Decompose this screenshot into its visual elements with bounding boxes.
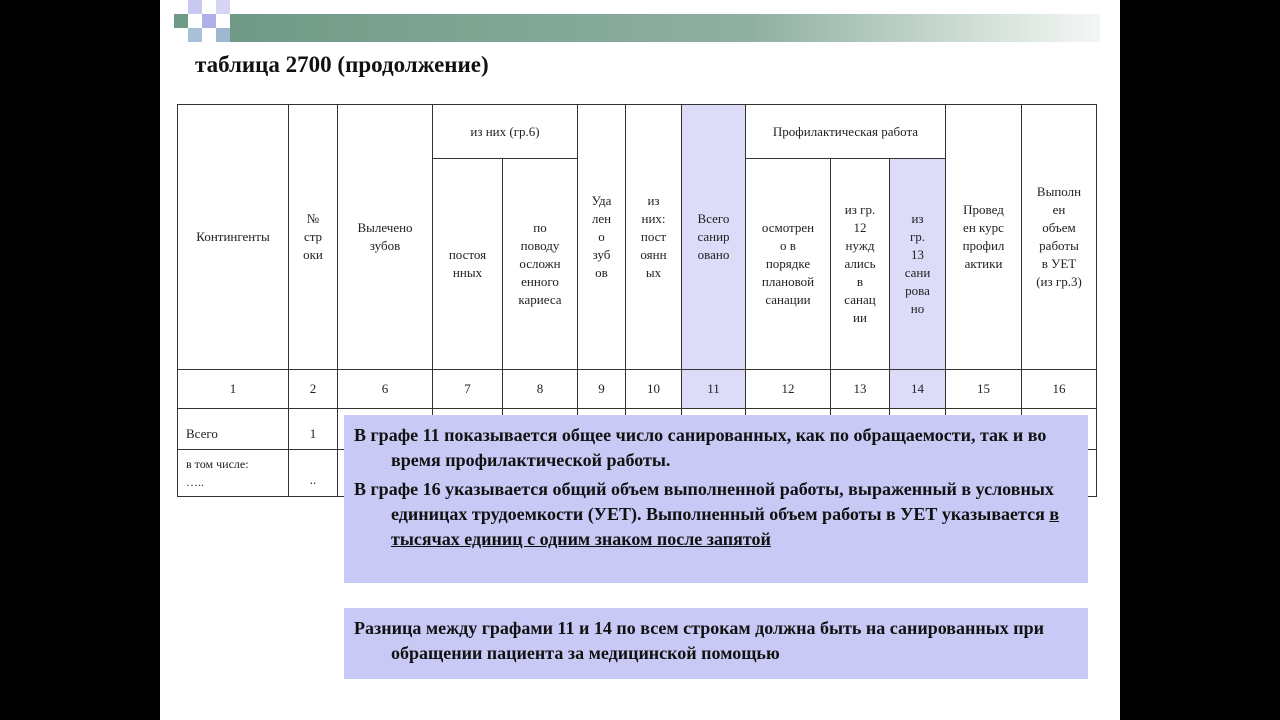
col-number: 6 bbox=[338, 370, 433, 409]
decor-square bbox=[188, 28, 202, 42]
note-text: Разница между графами 11 и 14 по всем строкам должна быть на санированных при обращении пациента за медицинской помощью bbox=[354, 618, 1045, 663]
note-underlined: в тысячах единиц с одним знаком после запятой bbox=[391, 504, 1060, 549]
header-cell: Контингенты bbox=[178, 105, 289, 370]
note-box bbox=[344, 608, 1088, 679]
decor-square bbox=[202, 14, 216, 28]
col-number: 2 bbox=[289, 370, 338, 409]
row-number: .. bbox=[289, 450, 338, 497]
col-number: 16 bbox=[1022, 370, 1097, 409]
col-number: 8 bbox=[503, 370, 578, 409]
row-label: в том числе: ….. bbox=[178, 450, 289, 497]
decor-square bbox=[216, 0, 230, 14]
decor-square bbox=[216, 28, 230, 42]
header-cell: постоя нных bbox=[433, 159, 503, 370]
header-cell: Уда лен о зуб ов bbox=[578, 105, 626, 370]
header-cell: Всего санир овано bbox=[682, 105, 746, 370]
note-text: В графе 11 показывается общее число санированных, как по обращаемости, так и во время профилактической работы. bbox=[354, 425, 1047, 470]
col-number: 7 bbox=[433, 370, 503, 409]
header-bar bbox=[230, 14, 1100, 42]
col-number: 13 bbox=[831, 370, 890, 409]
header-cell: из них: пост оянн ых bbox=[626, 105, 682, 370]
header-cell: Вылечено зубов bbox=[338, 105, 433, 370]
header-cell: Провед ен курс профил актики bbox=[946, 105, 1022, 370]
column-number-row bbox=[178, 370, 1097, 409]
col-number: 15 bbox=[946, 370, 1022, 409]
decor-square bbox=[174, 14, 188, 28]
row-number: 1 bbox=[289, 409, 338, 450]
group-header: Профилактическая работа bbox=[746, 105, 946, 159]
header-cell: № стр оки bbox=[289, 105, 338, 370]
page-title: таблица 2700 (продолжение) bbox=[195, 52, 489, 77]
col-number: 9 bbox=[578, 370, 626, 409]
row-label: Всего bbox=[178, 409, 289, 450]
col-number: 1 bbox=[178, 370, 289, 409]
header-cell: по поводу осложн енного кариеса bbox=[503, 159, 578, 370]
header-cell: Выполн ен объем работы в УЕТ (из гр.3) bbox=[1022, 105, 1097, 370]
decor-square bbox=[188, 0, 202, 14]
header-cell: из гр. 13 сани рова но bbox=[890, 159, 946, 370]
header-cell: из гр. 12 нужд ались в санац ии bbox=[831, 159, 890, 370]
note-text-part: В графе 16 указывается общий объем выполненной работы, выраженный в условных единицах трудоемкости (УЕТ). Выполненный объем работы в УЕТ указывается bbox=[354, 479, 1054, 524]
col-number: 12 bbox=[746, 370, 831, 409]
note-box bbox=[344, 415, 1088, 583]
group-header: из них (гр.6) bbox=[433, 105, 578, 159]
header-cell: осмотрен о в порядке плановой санации bbox=[746, 159, 831, 370]
note-text bbox=[354, 477, 1078, 552]
col-number: 11 bbox=[682, 370, 746, 409]
col-number: 14 bbox=[890, 370, 946, 409]
col-number: 10 bbox=[626, 370, 682, 409]
